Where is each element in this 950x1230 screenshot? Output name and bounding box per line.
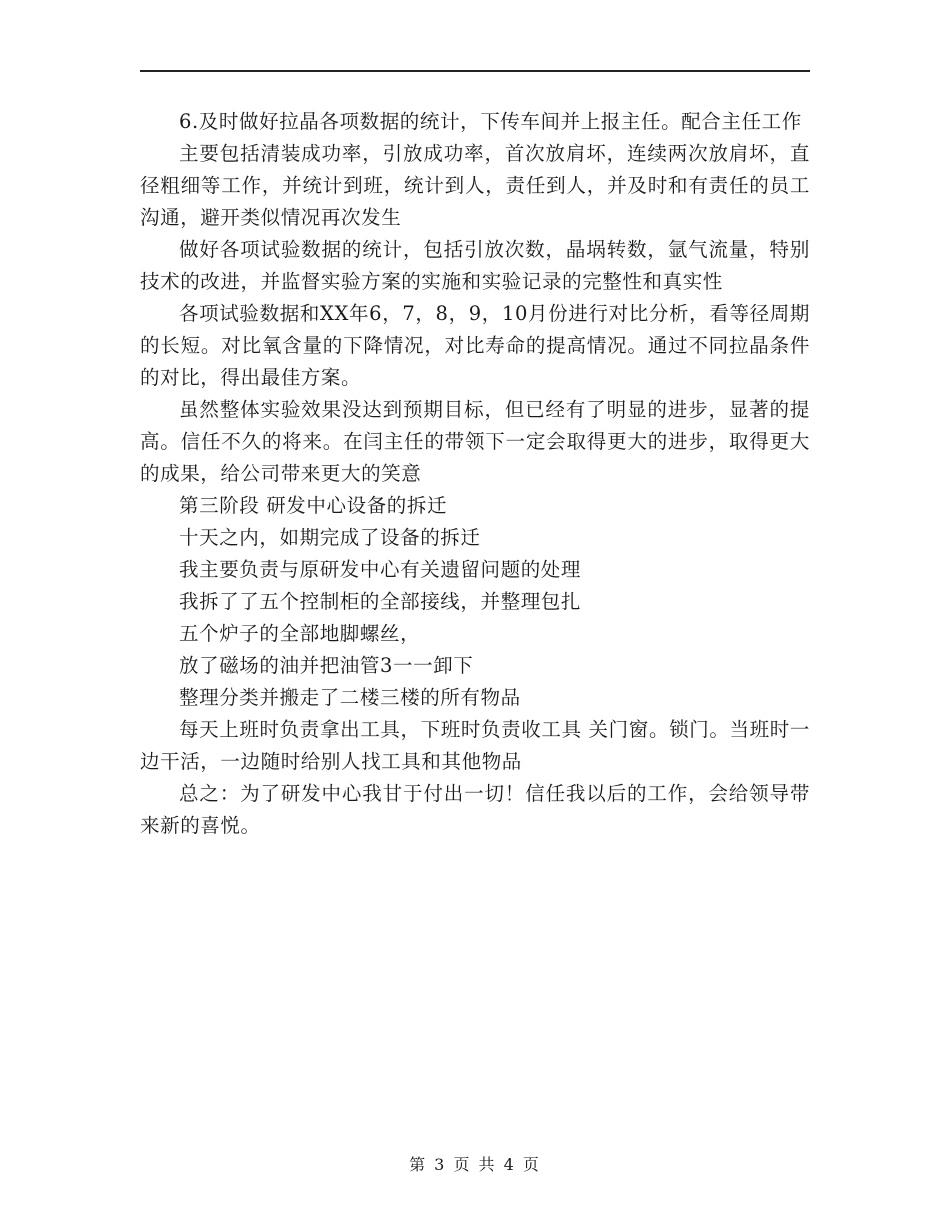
paragraph: 五个炉子的全部地脚螺丝， [179, 622, 421, 645]
paragraph: 主要包括清装成功率，引放成功率，首次放肩坏，连续两次放肩坏，直径粗细等工作，并统计到班，统计到人，责任到人，并及时和有责任的员工沟通，避开类似情况再次发生 [140, 142, 810, 229]
paragraph: 我主要负责与原研发中心有关遗留问题的处理 [179, 558, 582, 581]
section-heading: 第三阶段 研发中心设备的拆迁 [179, 494, 448, 517]
paragraph: 放了磁场的油并把油管3一一卸下 [179, 654, 474, 677]
paragraph: 6.及时做好拉晶各项数据的统计，下传车间并上报主任。配合主任工作 [179, 110, 802, 133]
header-rule [140, 70, 810, 72]
paragraph: 我拆了了五个控制柜的全部接线，并整理包扎 [179, 590, 582, 613]
page-number: 第 3 页 共 4 页 [409, 1155, 541, 1174]
paragraph: 虽然整体实验效果没达到预期目标，但已经有了明显的进步，显著的提高。信任不久的将来。在闫主任的带领下一定会取得更大的进步，取得更大的成果，给公司带来更大的笑意 [140, 398, 810, 485]
paragraph: 做好各项试验数据的统计，包括引放次数，晶埚转数，氩气流量，特别技术的改进，并监督实验方案的实施和实验记录的完整性和真实性 [140, 238, 810, 293]
document-body [140, 106, 810, 842]
paragraph: 总之：为了研发中心我甘于付出一切！信任我以后的工作，会给领导带来新的喜悦。 [140, 782, 810, 837]
paragraph: 每天上班时负责拿出工具，下班时负责收工具 关门窗。锁门。当班时一边干活，一边随时给别人找工具和其他物品 [140, 718, 810, 773]
paragraph: 十天之内，如期完成了设备的拆迁 [179, 526, 481, 549]
paragraph: 各项试验数据和XX年6，7，8，9，10月份进行对比分析，看等径周期的长短。对比氧含量的下降情况，对比寿命的提高情况。通过不同拉晶条件的对比，得出最佳方案。 [140, 302, 810, 389]
paragraph: 整理分类并搬走了二楼三楼的所有物品 [179, 686, 521, 709]
